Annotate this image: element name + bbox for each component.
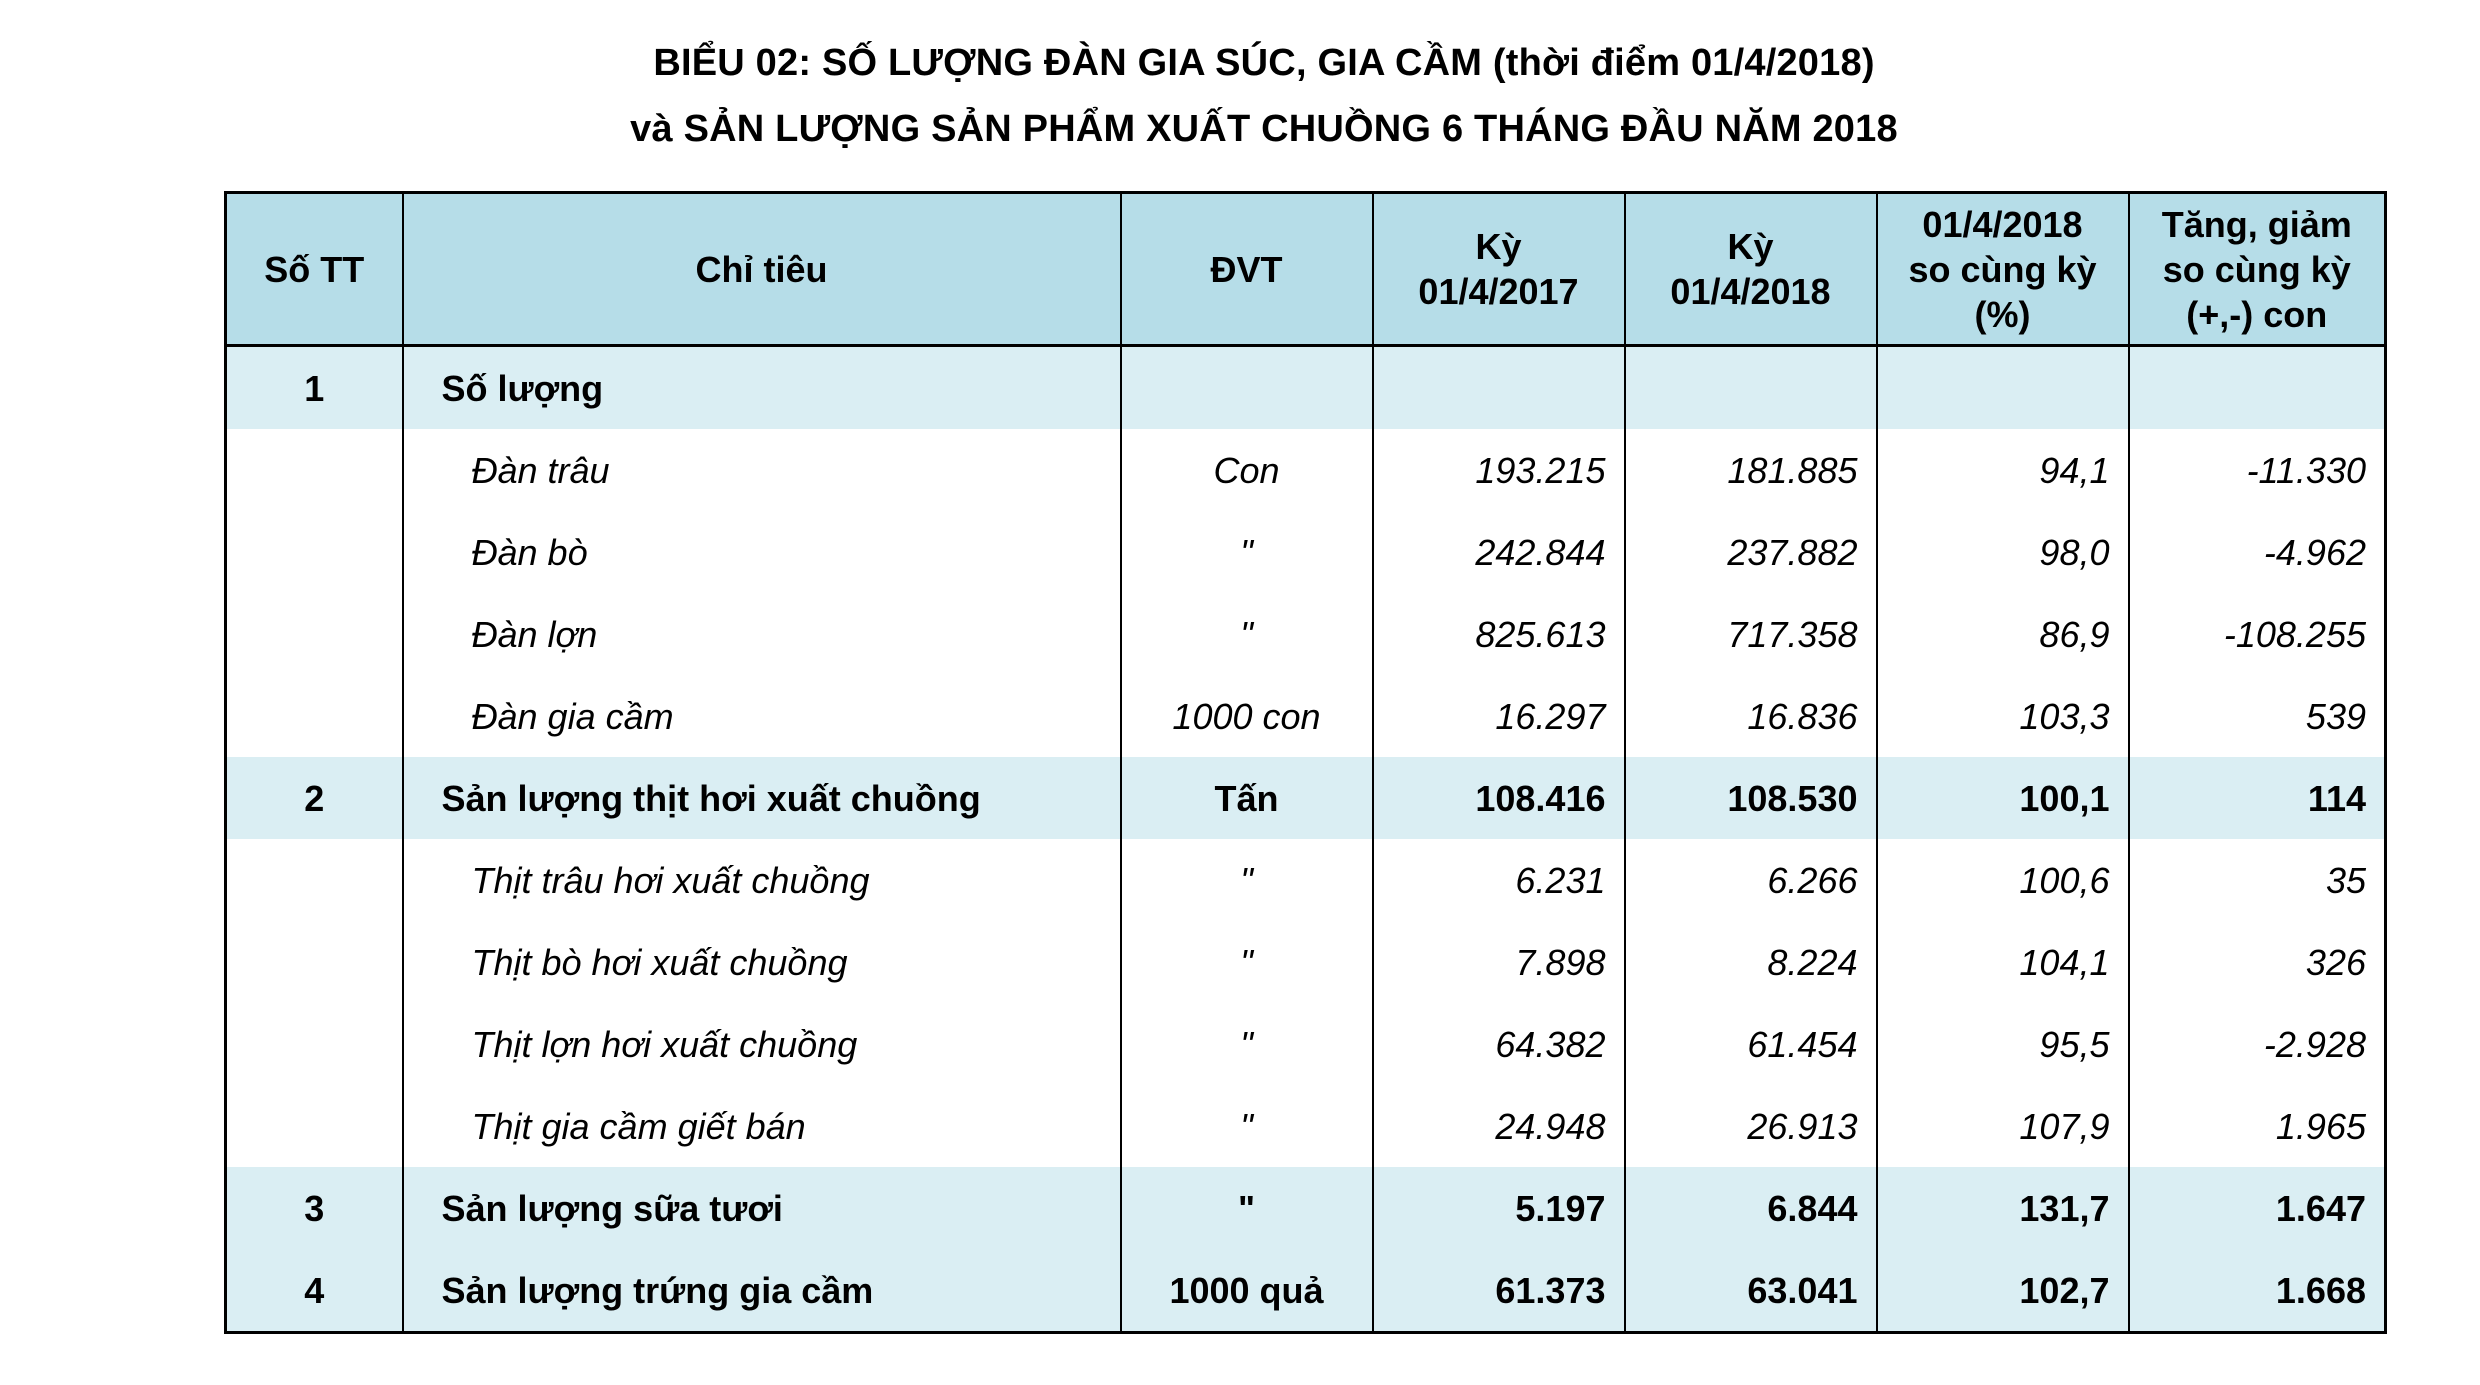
cell-2017: 64.382 xyxy=(1373,1003,1625,1085)
table-row xyxy=(226,1085,2386,1167)
table-row xyxy=(226,429,2386,511)
cell-stt: 4 xyxy=(226,1249,403,1333)
cell-name: Thịt trâu hơi xuất chuồng xyxy=(403,839,1121,921)
cell-percent: 107,9 xyxy=(1877,1085,2129,1167)
cell-difference: 326 xyxy=(2129,921,2386,1003)
cell-name: Sản lượng thịt hơi xuất chuồng xyxy=(403,757,1121,839)
table-header-row xyxy=(226,193,2386,346)
cell-name: Đàn bò xyxy=(403,511,1121,593)
cell-difference: 1.965 xyxy=(2129,1085,2386,1167)
header-period-2017: Kỳ 01/4/2017 xyxy=(1373,193,1625,346)
table-row xyxy=(226,839,2386,921)
table-row xyxy=(226,1167,2386,1249)
table-row xyxy=(226,511,2386,593)
cell-name: Đàn gia cầm xyxy=(403,675,1121,757)
cell-stt: 2 xyxy=(226,757,403,839)
cell-2018: 8.224 xyxy=(1625,921,1877,1003)
cell-2018: 26.913 xyxy=(1625,1085,1877,1167)
cell-2018: 717.358 xyxy=(1625,593,1877,675)
cell-percent: 100,6 xyxy=(1877,839,2129,921)
cell-2018: 237.882 xyxy=(1625,511,1877,593)
header-percent: 01/4/2018 so cùng kỳ (%) xyxy=(1877,193,2129,346)
cell-2017: 193.215 xyxy=(1373,429,1625,511)
cell-stt: 3 xyxy=(226,1167,403,1249)
cell-2017: 6.231 xyxy=(1373,839,1625,921)
header-name: Chỉ tiêu xyxy=(403,193,1121,346)
cell-percent: 102,7 xyxy=(1877,1249,2129,1333)
cell-percent: 98,0 xyxy=(1877,511,2129,593)
cell-difference: 1.668 xyxy=(2129,1249,2386,1333)
cell-name: Thịt bò hơi xuất chuồng xyxy=(403,921,1121,1003)
cell-name: Sản lượng trứng gia cầm xyxy=(403,1249,1121,1333)
cell-2018: 6.844 xyxy=(1625,1167,1877,1249)
table-row xyxy=(226,921,2386,1003)
table-row xyxy=(226,675,2386,757)
cell-percent: 86,9 xyxy=(1877,593,2129,675)
cell-2017: 61.373 xyxy=(1373,1249,1625,1333)
cell-2018: 181.885 xyxy=(1625,429,1877,511)
cell-difference: -2.928 xyxy=(2129,1003,2386,1085)
cell-2017: 7.898 xyxy=(1373,921,1625,1003)
cell-percent: 100,1 xyxy=(1877,757,2129,839)
cell-percent: 95,5 xyxy=(1877,1003,2129,1085)
page-title: BIỂU 02: SỐ LƯỢNG ĐÀN GIA SÚC, GIA CẦM (thời điểm 01/4/2018) xyxy=(653,42,1875,84)
table-row xyxy=(226,346,2386,430)
cell-2018: 63.041 xyxy=(1625,1249,1877,1333)
cell-name: Sản lượng sữa tươi xyxy=(403,1167,1121,1249)
cell-2017: 825.613 xyxy=(1373,593,1625,675)
table-row xyxy=(226,1003,2386,1085)
cell-percent xyxy=(1877,346,2129,430)
cell-stt: 1 xyxy=(226,346,403,430)
cell-2017: 108.416 xyxy=(1373,757,1625,839)
cell-difference xyxy=(2129,346,2386,430)
cell-unit: " xyxy=(1121,1167,1373,1249)
cell-unit: " xyxy=(1121,511,1373,593)
cell-2018: 61.454 xyxy=(1625,1003,1877,1085)
cell-2017: 242.844 xyxy=(1373,511,1625,593)
cell-difference: 1.647 xyxy=(2129,1167,2386,1249)
cell-unit: " xyxy=(1121,593,1373,675)
cell-difference: 35 xyxy=(2129,839,2386,921)
cell-name: Đàn lợn xyxy=(403,593,1121,675)
cell-unit: 1000 quả xyxy=(1121,1249,1373,1333)
cell-name: Đàn trâu xyxy=(403,429,1121,511)
cell-unit: 1000 con xyxy=(1121,675,1373,757)
cell-unit: " xyxy=(1121,1085,1373,1167)
cell-difference: 539 xyxy=(2129,675,2386,757)
cell-unit: " xyxy=(1121,921,1373,1003)
cell-name: Thịt gia cầm giết bán xyxy=(403,1085,1121,1167)
header-period-2018: Kỳ 01/4/2018 xyxy=(1625,193,1877,346)
header-unit: ĐVT xyxy=(1121,193,1373,346)
cell-unit: " xyxy=(1121,1003,1373,1085)
cell-stt xyxy=(226,429,403,511)
cell-stt xyxy=(226,675,403,757)
cell-2017 xyxy=(1373,346,1625,430)
cell-stt xyxy=(226,593,403,675)
cell-difference: -4.962 xyxy=(2129,511,2386,593)
cell-percent: 104,1 xyxy=(1877,921,2129,1003)
header-difference: Tăng, giảm so cùng kỳ (+,-) con xyxy=(2129,193,2386,346)
cell-percent: 103,3 xyxy=(1877,675,2129,757)
cell-stt xyxy=(226,921,403,1003)
cell-unit: " xyxy=(1121,839,1373,921)
header-stt: Số TT xyxy=(226,193,403,346)
cell-unit xyxy=(1121,346,1373,430)
cell-stt xyxy=(226,1085,403,1167)
cell-name: Thịt lợn hơi xuất chuồng xyxy=(403,1003,1121,1085)
cell-stt xyxy=(226,511,403,593)
cell-stt xyxy=(226,1003,403,1085)
page-subtitle: và SẢN LƯỢNG SẢN PHẨM XUẤT CHUỒNG 6 THÁNG ĐẦU NĂM 2018 xyxy=(630,108,1898,150)
cell-stt xyxy=(226,839,403,921)
table-row xyxy=(226,757,2386,839)
table-row xyxy=(226,593,2386,675)
cell-percent: 131,7 xyxy=(1877,1167,2129,1249)
cell-unit: Con xyxy=(1121,429,1373,511)
cell-name: Số lượng xyxy=(403,346,1121,430)
cell-2018: 108.530 xyxy=(1625,757,1877,839)
cell-2017: 5.197 xyxy=(1373,1167,1625,1249)
table-row xyxy=(226,1249,2386,1333)
cell-2018: 6.266 xyxy=(1625,839,1877,921)
cell-2017: 16.297 xyxy=(1373,675,1625,757)
livestock-table xyxy=(224,191,2387,1334)
cell-percent: 94,1 xyxy=(1877,429,2129,511)
cell-difference: -108.255 xyxy=(2129,593,2386,675)
cell-difference: 114 xyxy=(2129,757,2386,839)
cell-2018: 16.836 xyxy=(1625,675,1877,757)
cell-2018 xyxy=(1625,346,1877,430)
cell-2017: 24.948 xyxy=(1373,1085,1625,1167)
cell-difference: -11.330 xyxy=(2129,429,2386,511)
cell-unit: Tấn xyxy=(1121,757,1373,839)
